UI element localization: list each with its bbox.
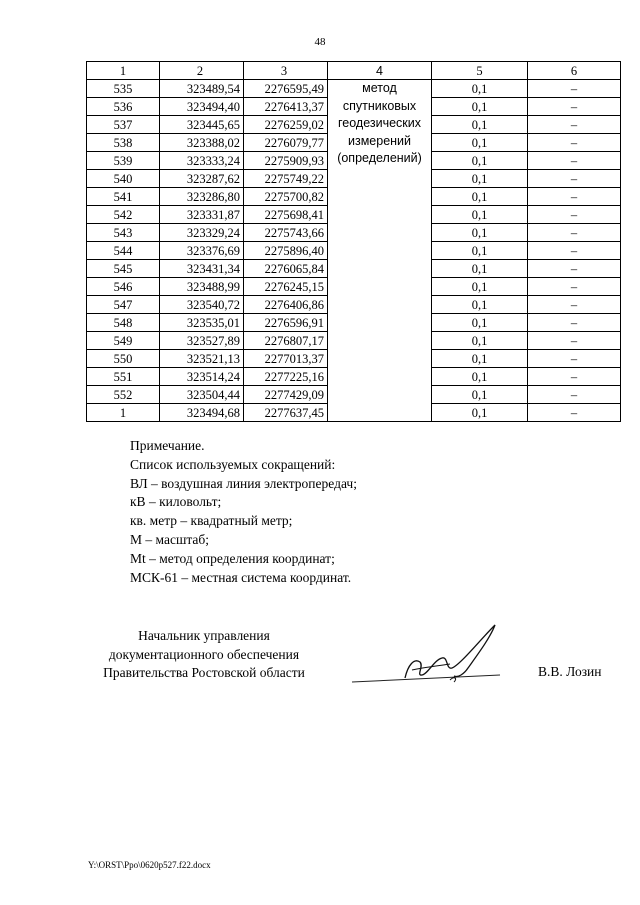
note-line: кВ – киловольт; xyxy=(130,494,222,510)
signer-position xyxy=(90,627,318,683)
y-coordinate-cell: 2276245,15 xyxy=(244,278,328,296)
note-line: кв. метр – квадратный метр; xyxy=(130,513,293,529)
accuracy-cell: 0,1 xyxy=(432,296,528,314)
point-number-cell: 547 xyxy=(87,296,160,314)
accuracy-cell: 0,1 xyxy=(432,242,528,260)
y-coordinate-cell: 2277225,16 xyxy=(244,368,328,386)
y-coordinate-cell: 2275896,40 xyxy=(244,242,328,260)
accuracy-cell: 0,1 xyxy=(432,404,528,422)
point-number-cell: 551 xyxy=(87,368,160,386)
point-number-cell: 550 xyxy=(87,350,160,368)
signer-position-line: документационного обеспечения xyxy=(108,646,300,662)
y-coordinate-cell: 2275743,66 xyxy=(244,224,328,242)
y-coordinate-cell: 2276596,91 xyxy=(244,314,328,332)
point-number-cell: 539 xyxy=(87,152,160,170)
description-cell: – xyxy=(528,80,621,98)
y-coordinate-cell: 2276807,17 xyxy=(244,332,328,350)
y-coordinate-cell: 2276065,84 xyxy=(244,260,328,278)
y-coordinate-cell: 2276259,02 xyxy=(244,116,328,134)
description-cell: – xyxy=(528,296,621,314)
method-line: (определений) xyxy=(337,151,422,165)
description-cell: – xyxy=(528,242,621,260)
point-number-cell: 544 xyxy=(87,242,160,260)
description-cell: – xyxy=(528,404,621,422)
description-cell: – xyxy=(528,188,621,206)
description-cell: – xyxy=(528,278,621,296)
column-header: 6 xyxy=(528,62,621,80)
point-number-cell: 538 xyxy=(87,134,160,152)
note-line: ВЛ – воздушная линия электропередач; xyxy=(130,475,357,491)
x-coordinate-cell: 323376,69 xyxy=(160,242,244,260)
accuracy-cell: 0,1 xyxy=(432,386,528,404)
x-coordinate-cell: 323494,68 xyxy=(160,404,244,422)
y-coordinate-cell: 2276413,37 xyxy=(244,98,328,116)
method-line: метод xyxy=(362,81,397,95)
x-coordinate-cell: 323535,01 xyxy=(160,314,244,332)
point-number-cell: 545 xyxy=(87,260,160,278)
description-cell: – xyxy=(528,152,621,170)
x-coordinate-cell: 323521,13 xyxy=(160,350,244,368)
accuracy-cell: 0,1 xyxy=(432,350,528,368)
point-number-cell: 536 xyxy=(87,98,160,116)
description-cell: – xyxy=(528,386,621,404)
table-header-row xyxy=(87,62,621,80)
method-line: измерений xyxy=(347,133,412,148)
x-coordinate-cell: 323540,72 xyxy=(160,296,244,314)
x-coordinate-cell: 323331,87 xyxy=(160,206,244,224)
x-coordinate-cell: 323286,80 xyxy=(160,188,244,206)
y-coordinate-cell: 2276595,49 xyxy=(244,80,328,98)
point-number-cell: 548 xyxy=(87,314,160,332)
point-number-cell: 540 xyxy=(87,170,160,188)
note-title: Примечание. xyxy=(130,438,205,453)
accuracy-cell: 0,1 xyxy=(432,152,528,170)
table-row xyxy=(87,80,621,98)
description-cell: – xyxy=(528,368,621,386)
y-coordinate-cell: 2277429,09 xyxy=(244,386,328,404)
point-number-cell: 546 xyxy=(87,278,160,296)
note-line: Mt – метод определения координат; xyxy=(130,550,335,566)
accuracy-cell: 0,1 xyxy=(432,80,528,98)
x-coordinate-cell: 323287,62 xyxy=(160,170,244,188)
point-number-cell: 552 xyxy=(87,386,160,404)
description-cell: – xyxy=(528,206,621,224)
x-coordinate-cell: 323388,02 xyxy=(160,134,244,152)
description-cell: – xyxy=(528,224,621,242)
y-coordinate-cell: 2275909,93 xyxy=(244,152,328,170)
accuracy-cell: 0,1 xyxy=(432,116,528,134)
x-coordinate-cell: 323494,40 xyxy=(160,98,244,116)
signer-position-line: Правительства Ростовской области xyxy=(103,665,305,680)
column-header: 5 xyxy=(432,62,528,80)
note-block xyxy=(130,437,357,587)
accuracy-cell: 0,1 xyxy=(432,278,528,296)
note-line: Список используемых сокращений: xyxy=(130,456,336,472)
accuracy-cell: 0,1 xyxy=(432,332,528,350)
column-header: 1 xyxy=(87,62,160,80)
description-cell: – xyxy=(528,260,621,278)
accuracy-cell: 0,1 xyxy=(432,170,528,188)
x-coordinate-cell: 323504,44 xyxy=(160,386,244,404)
y-coordinate-cell: 2277637,45 xyxy=(244,404,328,422)
point-number-cell: 537 xyxy=(87,116,160,134)
description-cell: – xyxy=(528,350,621,368)
signer-position-line: Начальник управления xyxy=(138,628,270,643)
x-coordinate-cell: 323431,34 xyxy=(160,260,244,278)
accuracy-cell: 0,1 xyxy=(432,314,528,332)
description-cell: – xyxy=(528,314,621,332)
handwritten-signature xyxy=(350,620,510,690)
column-header: 3 xyxy=(244,62,328,80)
accuracy-cell: 0,1 xyxy=(432,368,528,386)
accuracy-cell: 0,1 xyxy=(432,260,528,278)
accuracy-cell: 0,1 xyxy=(432,224,528,242)
description-cell: – xyxy=(528,116,621,134)
column-header: 2 xyxy=(160,62,244,80)
accuracy-cell: 0,1 xyxy=(432,206,528,224)
description-cell: – xyxy=(528,170,621,188)
point-number-cell: 535 xyxy=(87,80,160,98)
note-line: МСК-61 – местная система координат. xyxy=(130,569,352,585)
accuracy-cell: 0,1 xyxy=(432,98,528,116)
x-coordinate-cell: 323333,24 xyxy=(160,152,244,170)
file-path: Y:\ORST\Ppo\0620p527.f22.docx xyxy=(88,860,211,870)
accuracy-cell: 0,1 xyxy=(432,188,528,206)
point-number-cell: 542 xyxy=(87,206,160,224)
x-coordinate-cell: 323488,99 xyxy=(160,278,244,296)
y-coordinate-cell: 2276079,77 xyxy=(244,134,328,152)
signer-name: В.В. Лозин xyxy=(538,664,602,679)
description-cell: – xyxy=(528,332,621,350)
description-cell: – xyxy=(528,134,621,152)
x-coordinate-cell: 323489,54 xyxy=(160,80,244,98)
page-number: 48 xyxy=(314,36,326,48)
point-number-cell: 1 xyxy=(87,404,160,422)
note-line: М – масштаб; xyxy=(130,531,210,547)
x-coordinate-cell: 323329,24 xyxy=(160,224,244,242)
y-coordinate-cell: 2275749,22 xyxy=(244,170,328,188)
method-line: геодезических xyxy=(337,116,421,130)
y-coordinate-cell: 2276406,86 xyxy=(244,296,328,314)
y-coordinate-cell: 2277013,37 xyxy=(244,350,328,368)
description-cell: – xyxy=(528,98,621,116)
y-coordinate-cell: 2275698,41 xyxy=(244,206,328,224)
y-coordinate-cell: 2275700,82 xyxy=(244,188,328,206)
x-coordinate-cell: 323514,24 xyxy=(160,368,244,386)
accuracy-cell: 0,1 xyxy=(432,134,528,152)
coordinates-table xyxy=(86,61,621,422)
x-coordinate-cell: 323445,65 xyxy=(160,116,244,134)
point-number-cell: 543 xyxy=(87,224,160,242)
x-coordinate-cell: 323527,89 xyxy=(160,332,244,350)
method-line: спутниковых xyxy=(342,98,417,113)
point-number-cell: 541 xyxy=(87,188,160,206)
column-header: 4 xyxy=(328,62,432,80)
point-number-cell: 549 xyxy=(87,332,160,350)
method-cell xyxy=(328,80,432,422)
